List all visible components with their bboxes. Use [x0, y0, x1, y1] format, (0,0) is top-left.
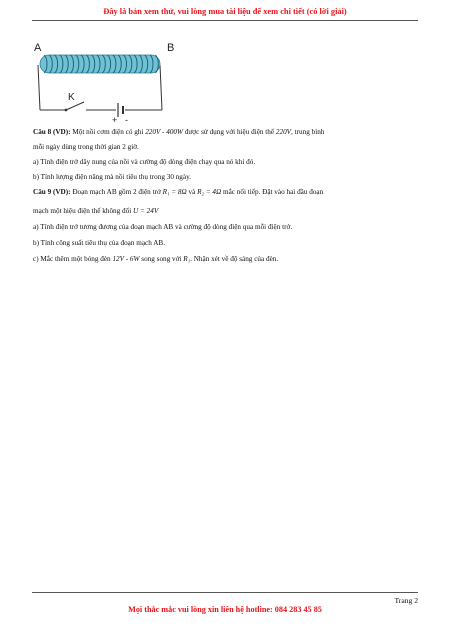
question-9-r1: R₁ = 8Ω [162, 188, 187, 196]
question-9-part-c-text1: c) Mắc thêm một bóng đèn [33, 255, 111, 263]
header-rule [32, 20, 418, 21]
question-8-stem-part3: , trung bình [291, 128, 325, 136]
question-8-part-a: a) Tính điện trở dây nung của nồi và cường độ dòng điện chạy qua nó khi đó. [33, 158, 256, 166]
question-9-lamp-rating: 12V - 6W [112, 255, 140, 263]
question-9-part-c-text3: . Nhận xét về độ sáng của đèn. [190, 255, 279, 263]
question-8-title: Câu 8 (VD): [33, 128, 71, 136]
right-wire [160, 65, 162, 110]
question-8-voltage: 220V [275, 128, 292, 136]
question-8-rating: 220V - 400W [145, 128, 184, 136]
label-k: K [68, 92, 75, 103]
question-9-title: Câu 9 (VD): [33, 188, 71, 196]
question-9-part-c [33, 254, 418, 264]
solenoid-coil [40, 55, 160, 73]
label-plus: + [112, 115, 118, 124]
question-9-and: và [188, 188, 196, 196]
label-b: B [167, 42, 175, 54]
question-9-r1-reference: R₁ [183, 255, 191, 263]
question-8-stem [33, 127, 418, 137]
question-9-stem-part2: mắc nối tiếp. Đặt vào hai đầu đoạn [223, 188, 324, 196]
question-9-stem-line2 [33, 206, 418, 216]
question-8-stem-part1: Một nồi cơm điện có ghi [72, 128, 144, 136]
preview-banner: Đây là bản xem thử, vui lòng mua tài liệu để xem chi tiết (có lời giải) [103, 7, 347, 16]
label-a: A [34, 42, 42, 54]
question-9-part-a: a) Tính điện trở tương đương của đoạn mạch AB và cường độ dòng điện qua mỗi điện trở. [33, 223, 293, 231]
switch-k [66, 102, 84, 110]
question-8-stem-part2: được sử dụng với hiệu điện thế [184, 128, 275, 136]
footer-rule [32, 592, 418, 593]
question-9-part-c-text2: song song với [141, 255, 182, 263]
hotline-banner: Mọi thắc mắc vui lòng xin liên hệ hotline: 084 283 45 85 [128, 605, 322, 614]
question-9-part-b: b) Tính công suất tiêu thụ của đoạn mạch AB. [33, 239, 166, 247]
label-minus: - [125, 115, 128, 124]
question-9-stem [33, 187, 418, 197]
solenoid-circuit-figure [28, 38, 188, 124]
question-9-stem-part1: Đoạn mạch AB gồm 2 điện trở [72, 188, 161, 196]
switch-pivot [65, 109, 68, 112]
question-9-voltage: U = 24V [133, 207, 159, 215]
question-9-r2: R₂ = 4Ω [197, 188, 222, 196]
question-9-stem-line2-text: mạch một hiệu điện thế không đổi [33, 207, 132, 215]
left-wire [38, 65, 40, 110]
question-8-stem-line2: mỗi ngày dùng trong thời gian 2 giờ. [33, 143, 139, 151]
page-number: Trang 2 [394, 596, 418, 605]
question-8-part-b: b) Tính lượng điện năng mà nồi tiêu thụ trong 30 ngày. [33, 173, 192, 181]
